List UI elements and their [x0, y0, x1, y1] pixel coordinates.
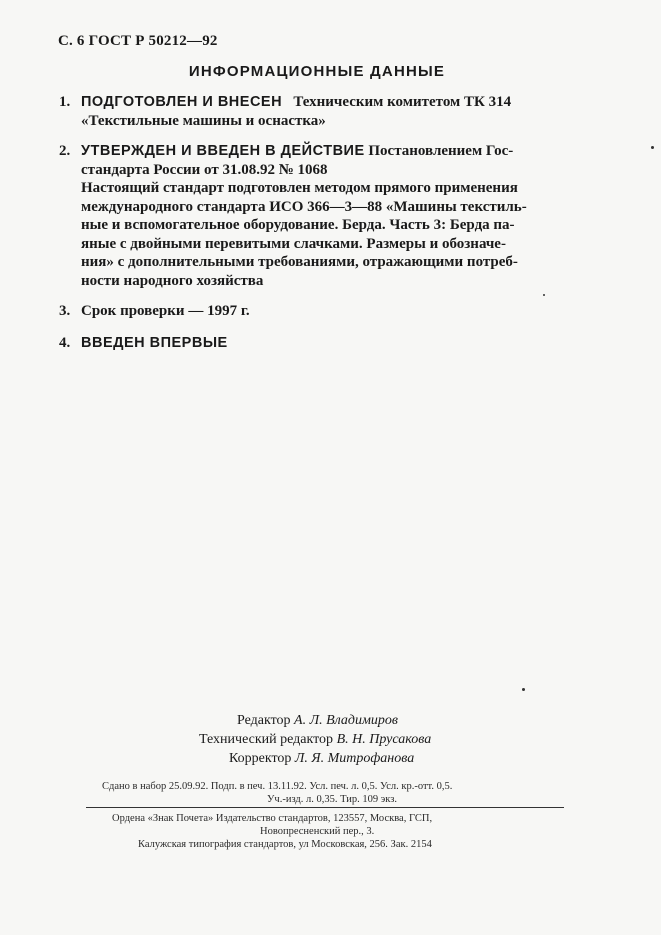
info-item-4: [59, 334, 581, 353]
credits-block: [199, 711, 431, 768]
imprint-block: [102, 780, 562, 806]
item-lead: ВВЕДЕН ВПЕРВЫЕ: [81, 335, 228, 351]
credit-editor: [237, 711, 431, 730]
item-lead: ПОДГОТОВЛЕН И ВНЕСЕН: [81, 94, 283, 110]
paragraph-line: Настоящий стандарт подготовлен методом прямого применения: [81, 180, 518, 196]
item-number: 2.: [59, 143, 71, 159]
publisher-footer: [112, 812, 552, 851]
paragraph-line: яные с двойными перевитыми слачками. Размеры и обозначе-: [81, 235, 506, 252]
info-item-3: [59, 302, 581, 321]
credit-role: Редактор: [237, 713, 291, 728]
item-text: Постановлением Гос-: [368, 143, 514, 159]
item-text: стандарта России от 31.08.92 № 1068: [81, 161, 328, 178]
item-number: 1.: [59, 94, 71, 110]
footer-line: Новопресненский пер., 3.: [260, 826, 375, 837]
paragraph-line: ные и вспомогательное оборудование. Берда. Часть 3: Берда па-: [81, 217, 515, 233]
info-item-2: [59, 142, 581, 290]
imprint-line: Сдано в набор 25.09.92. Подп. в печ. 13.11.92. Усл. печ. л. 0,5. Усл. кр.-отт. 0,5.: [102, 781, 453, 792]
credit-name: А. Л. Владимиров: [294, 713, 398, 728]
page-header: С. 6 ГОСТ Р 50212—92: [58, 33, 218, 49]
divider: [86, 807, 564, 808]
paragraph-line: международного стандарта ИСО 366—3—88 «Машины текстиль-: [81, 198, 527, 215]
paragraph-line: ния» с дополнительными требованиями, отражающими потреб-: [81, 254, 518, 270]
page-title: ИНФОРМАЦИОННЫЕ ДАННЫЕ: [188, 63, 446, 80]
paragraph-line: ности народного хозяйства: [81, 272, 264, 289]
footer-line: Калужская типография стандартов, ул Московская, 256. Зак. 2154: [138, 839, 432, 850]
credit-tech-editor: [199, 730, 431, 749]
item-number: 4.: [59, 335, 71, 351]
item-text: «Текстильные машины и оснастка»: [81, 112, 326, 129]
item-paragraph: [81, 179, 581, 290]
item-text: Техническим комитетом ТК 314: [293, 94, 512, 110]
credit-role: Технический редактор: [199, 732, 334, 747]
info-item-1: [59, 93, 581, 130]
credit-proofreader: [229, 749, 431, 768]
info-list: [59, 93, 581, 366]
scan-speck: [651, 146, 654, 149]
credit-name: Л. Я. Митрофанова: [294, 751, 415, 766]
scan-speck: [522, 688, 525, 691]
credit-name: В. Н. Прусакова: [336, 732, 432, 747]
item-text: Срок проверки — 1997 г.: [81, 303, 250, 319]
item-number: 3.: [59, 303, 71, 319]
scan-speck: [543, 294, 545, 296]
credit-role: Корректор: [229, 751, 292, 766]
item-lead: УТВЕРЖДЕН И ВВЕДЕН В ДЕЙСТВИЕ: [81, 143, 365, 159]
imprint-line: Уч.-изд. л. 0,35. Тир. 109 экз.: [266, 794, 397, 805]
footer-line: Ордена «Знак Почета» Издательство стандартов, 123557, Москва, ГСП,: [112, 813, 433, 824]
